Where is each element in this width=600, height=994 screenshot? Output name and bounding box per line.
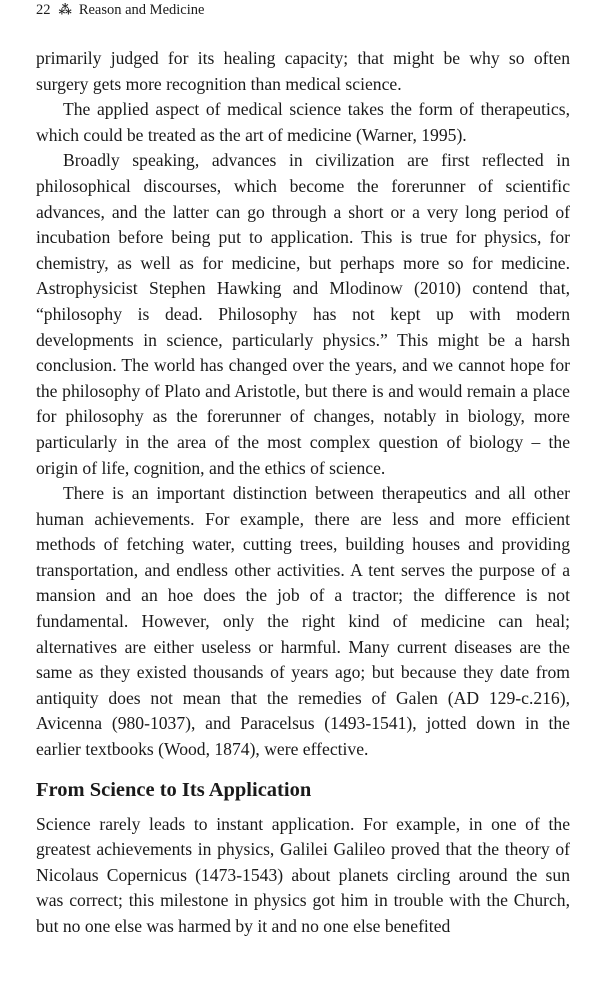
paragraph-2: The applied aspect of medical science takes the form of therapeutics, which could be treated as the art of medicine (Warner, 1995). <box>36 99 570 145</box>
running-title: Reason and Medicine <box>78 1 205 18</box>
section-heading: From Science to Its Application <box>36 778 312 801</box>
paragraph-1: primarily judged for its healing capacity; that might be why so often surgery gets more recognition than medical science. <box>36 48 570 94</box>
page-number: 22 <box>36 1 51 18</box>
paragraph-3: Broadly speaking, advances in civilization are first reflected in philosophical discourses, which become the forerunner of scientific advances, and the latter can go through a short or a very long period of incubation before being put to application. This is true for physics, for chemistry, as well as for medicine, but perhaps more so for medicine. Astrophysicist Stephen Hawking and Mlodinow (2010) contend that, “philosophy is dead. Philosophy has not kept up with modern developments in science, particularly physics.” This might be a harsh conclusion. The world has changed over the years, and we cannot hope for the philosophy of Plato and Aristotle, but there is and would remain a place for philosophy as the forerunner of changes, notably in biology, more particularly in the area of the most complex question of biology – the origin of life, cognition, and the ethics of science. <box>36 150 570 478</box>
running-head <box>36 0 204 20</box>
paragraph-4: There is an important distinction between therapeutics and all other human achievements. For example, there are less and more efficient methods of fetching water, cutting trees, building houses and providing transportation, and endless other activities. A tent serves the purpose of a mansion and an hoe does the job of a tractor; the difference is not fundamental. However, only the right kind of medicine can heal; alternatives are either useless or harmful. Many current diseases are the same as they existed thousands of years ago; but because they date from antiquity does not mean that the remedies of Galen (AD 129-c.216), Avicenna (980-1037), and Paracelsus (1493-1541), jotted down in the earlier textbooks (Wood, 1874), were effective. <box>36 483 570 760</box>
ornament-icon: ⁂ <box>58 2 71 17</box>
body-text <box>36 46 570 940</box>
section-paragraph: Science rarely leads to instant application. For example, in one of the greatest achievements in physics, Galilei Galileo proved that the theory of Nicolaus Copernicus (1473-1543) about planets circling around the sun was correct; this milestone in physics got him in trouble with the Church, but no one else was harmed by it and no one else benefited <box>36 813 570 936</box>
